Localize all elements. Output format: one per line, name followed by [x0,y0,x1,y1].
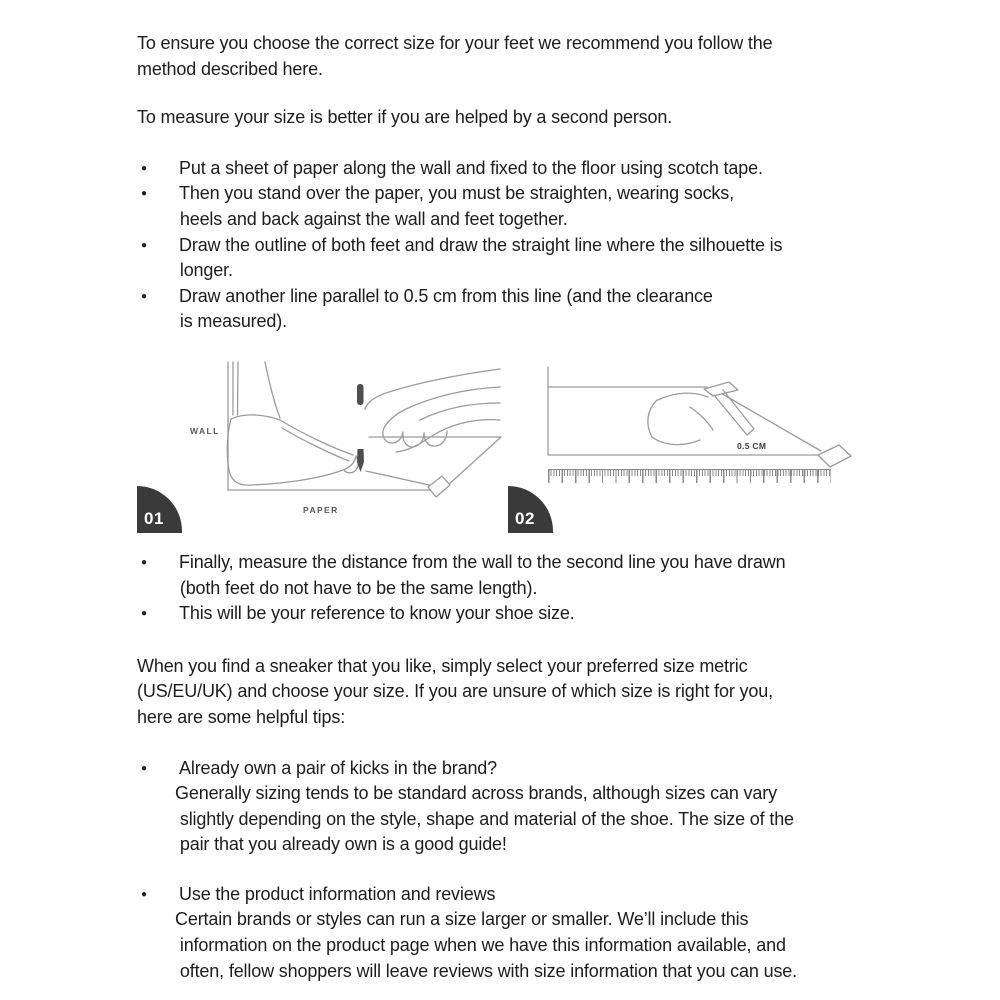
text-line: (both feet do not have to be the same length). [175,577,538,598]
clearance-label: 0.5 CM [737,440,767,451]
measuring-steps-list [137,156,940,335]
bullet-icon: ● [141,188,147,200]
pencil-flag [704,382,738,396]
figure-01-illustration [137,358,507,533]
list-item [137,882,940,908]
intro-paragraph [137,31,940,82]
text-line: Then you stand over the paper, you must be straighten, wearing socks, [179,183,734,204]
text-line: method described here. [137,58,323,79]
figure-number: 01 [144,508,164,528]
text-line: (US/EU/UK) and choose your size. If you are unsure of which size is right for you, [137,681,773,702]
bullet-icon: ● [141,762,147,774]
helper-paragraph [137,105,940,131]
bullet-icon: ● [141,290,147,302]
sock-edge [231,415,280,420]
leg-outline [238,362,239,415]
pencil-icon [357,384,364,472]
text-line: often, fellow shoppers will leave reviews with size information that you can use. [175,960,798,981]
text-line: To measure your size is better if you are helped by a second person. [137,107,673,128]
paper-front-edge [366,471,429,485]
figures-row [137,358,940,533]
list-item [137,601,940,627]
text-line: longer. [175,260,233,281]
text-line: Generally sizing tends to be standard across brands, although sizes can vary [175,783,777,804]
list-item [137,284,940,310]
paper-right-edge [447,437,501,486]
text-line: Certain brands or styles can run a size larger or smaller. We’ll include this [175,909,749,930]
tape-piece [818,445,851,467]
figure-02-illustration [540,358,890,533]
text-line: Draw the outline of both feet and draw the straight line where the silhouette is [179,234,783,255]
wall-label: WALL [190,425,220,436]
figure-number: 02 [515,508,535,528]
bullet-icon: ● [141,162,147,174]
list-item [137,181,940,207]
text-line: pair that you already own is a good guide! [175,834,507,855]
text-line: Finally, measure the distance from the wall to the second line you have drawn [179,551,786,572]
text-line: Use the product information and reviews [179,883,496,904]
hand-outline [420,403,500,420]
list-item [137,550,940,576]
tape-piece [428,476,450,497]
list-item [137,156,940,182]
text-line: is measured). [175,311,287,332]
text-line: This will be your reference to know your shoe size. [179,603,575,624]
text-line: Already own a pair of kicks in the brand? [179,757,498,778]
paper-label: PAPER [303,504,339,515]
foot-outline [280,420,353,455]
hand-outline [690,407,713,430]
result-steps-list [137,550,940,627]
text-line: slightly depending on the style, shape and material of the shoe. The size of the [175,808,794,829]
leg-outline [265,362,280,418]
tip-own-pair [137,756,940,858]
foot-outline [227,419,356,485]
list-item [137,756,940,782]
sizing-paragraph [137,654,940,731]
text-line: To ensure you choose the correct size for your feet we recommend you follow the [137,33,773,53]
bullet-icon: ● [141,556,147,568]
text-line: When you find a sneaker that you like, simply select your preferred size metric [137,655,748,676]
text-line: Draw another line parallel to 0.5 cm from this line (and the clearance [179,285,713,306]
foot-outline [282,428,349,461]
bullet-icon: ● [141,888,147,900]
hand-outline [658,393,708,400]
hand-outline [652,437,700,445]
hand-outline [383,387,500,443]
hand-outline [648,400,657,437]
pencil-icon [714,390,754,435]
text-line: Put a sheet of paper along the wall and fixed to the floor using scotch tape. [179,157,763,178]
text-line: here are some helpful tips: [137,706,346,727]
hand-outline [403,432,424,447]
text-line: heels and back against the wall and feet together. [175,208,568,229]
tip-product-info [137,882,940,984]
text-line: information on the product page when we have this information available, and [175,935,786,956]
ruler-graphic [548,469,831,483]
list-item [137,233,940,259]
bullet-icon: ● [141,239,147,251]
bullet-icon: ● [141,608,147,620]
hand-outline [396,420,500,452]
